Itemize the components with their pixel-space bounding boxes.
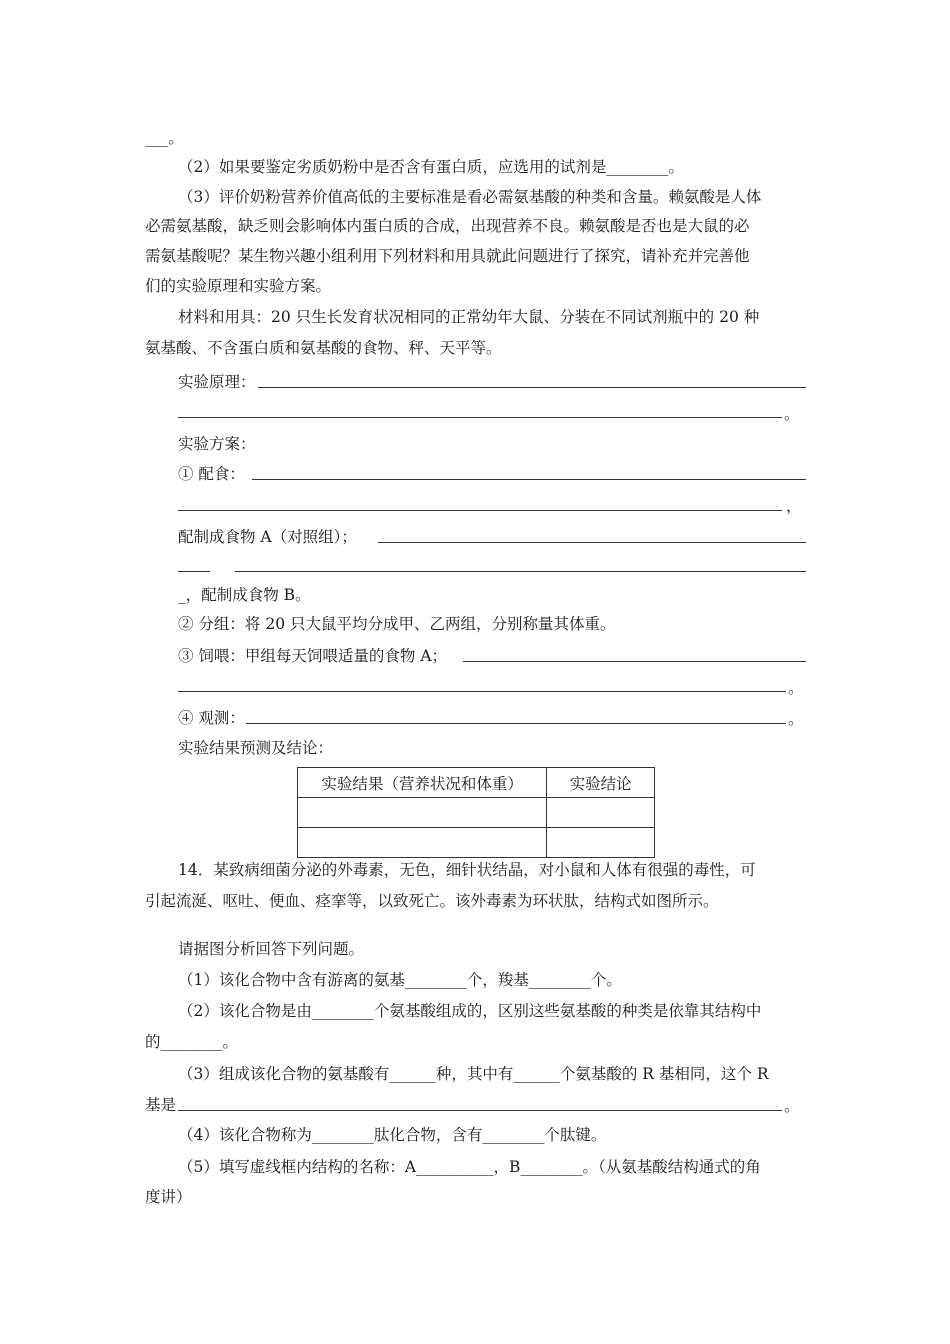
principle-blank-1[interactable] <box>258 387 806 388</box>
result-label: 实验结果预测及结论： <box>178 739 334 757</box>
materials-line-1: 材料和用具：20 只生长发育状况相同的正常幼年大鼠、分装在不同试剂瓶中的 20 种 <box>178 308 760 326</box>
result-table <box>297 767 655 858</box>
step-3-label: ③ 饲喂：甲组每天饲喂适量的食物 A； <box>178 647 448 665</box>
table-row <box>298 798 655 828</box>
step-3-period: 。 <box>788 679 804 697</box>
table-row <box>298 828 655 858</box>
table-cell[interactable] <box>298 798 547 828</box>
sub-question-5-line-2: 度讲） <box>145 1188 192 1206</box>
question-3-line-2: 必需氨基酸，缺乏则会影响体内蛋白质的合成，出现营养不良。赖氨酸是否也是大鼠的必 <box>145 217 750 235</box>
materials-line-2: 氨基酸、不含蛋白质和氨基酸的食物、秤、天平等。 <box>145 339 502 357</box>
table-header-row <box>298 768 655 798</box>
step-4-label: ④ 观测： <box>178 709 245 727</box>
table-header-cell: 实验结论 <box>547 768 655 798</box>
sub-question-3-line-1: （3）组成该化合物的氨基酸有______种，其中有______个氨基酸的 R 基相同，这个 R <box>178 1065 769 1083</box>
step-1-label: ① 配食： <box>178 465 245 483</box>
plan-label: 实验方案： <box>178 435 256 453</box>
sub-question-1: （1）该化合物中含有游离的氨基________个，羧基________个。 <box>178 971 622 989</box>
question-3-line-4: 们的实验原理和实验方案。 <box>145 277 332 295</box>
continuation-line: ___。 <box>145 129 184 147</box>
step-4-blank[interactable] <box>246 723 786 724</box>
step-2: ② 分组：将 20 只大鼠平均分成甲、乙两组，分别称量其体重。 <box>178 615 616 633</box>
food-b-text: _，配制成食物 B。 <box>178 586 311 604</box>
question-14-line-1: 14．某致病细菌分泌的外毒素，无色，细针状结晶，对小鼠和人体有很强的毒性，可 <box>178 861 756 879</box>
food-b-blank-long[interactable] <box>235 571 806 572</box>
step-3-blank-1[interactable] <box>463 661 806 662</box>
table-cell[interactable] <box>547 798 655 828</box>
sub-question-3-label: 基是 <box>145 1096 177 1114</box>
sub-question-4: （4）该化合物称为________肽化合物，含有________个肽键。 <box>178 1126 607 1144</box>
question-2: （2）如果要鉴定劣质奶粉中是否含有蛋白质，应选用的试剂是________。 <box>178 158 684 176</box>
sub-question-3-period: 。 <box>784 1097 800 1115</box>
food-a-label: 配制成食物 A（对照组）； <box>178 528 357 546</box>
principle-period: 。 <box>784 405 800 423</box>
table-header-cell: 实验结果（营养状况和体重） <box>298 768 547 798</box>
sub-question-3-blank[interactable] <box>178 1110 782 1111</box>
question-14-line-2: 引起流涎、呕吐、便血、痉挛等，以致死亡。该外毒素为环状肽，结构式如图所示。 <box>145 892 719 910</box>
question-3-line-1: （3）评价奶粉营养价值高低的主要标准是看必需氨基酸的种类和含量。赖氨酸是人体 <box>178 188 762 206</box>
sub-question-2-line-2: 的________。 <box>145 1033 239 1051</box>
sub-question-5-line-1: （5）填写虚线框内结构的名称：A__________，B________。（从氨基酸结构通式的角 <box>178 1158 761 1176</box>
food-a-blank[interactable] <box>378 542 806 543</box>
step-4-period: 。 <box>788 710 804 728</box>
principle-blank-2[interactable] <box>178 417 782 418</box>
question-3-line-3: 需氨基酸呢？某生物兴趣小组利用下列材料和用具就此问题进行了探究，请补充并完善他 <box>145 247 750 265</box>
principle-label: 实验原理： <box>178 373 256 391</box>
step-3-blank-2[interactable] <box>178 691 786 692</box>
step-1-blank-2[interactable] <box>178 510 782 511</box>
table-cell[interactable] <box>298 828 547 858</box>
step-1-blank-1[interactable] <box>252 479 806 480</box>
sub-question-2-line-1: （2）该化合物是由________个氨基酸组成的，区别这些氨基酸的种类是依靠其结构中 <box>178 1002 762 1020</box>
table-cell[interactable] <box>547 828 655 858</box>
question-14-prompt: 请据图分析回答下列问题。 <box>178 940 365 958</box>
step-1-comma: ， <box>786 497 802 515</box>
food-b-blank-short[interactable] <box>178 571 210 572</box>
